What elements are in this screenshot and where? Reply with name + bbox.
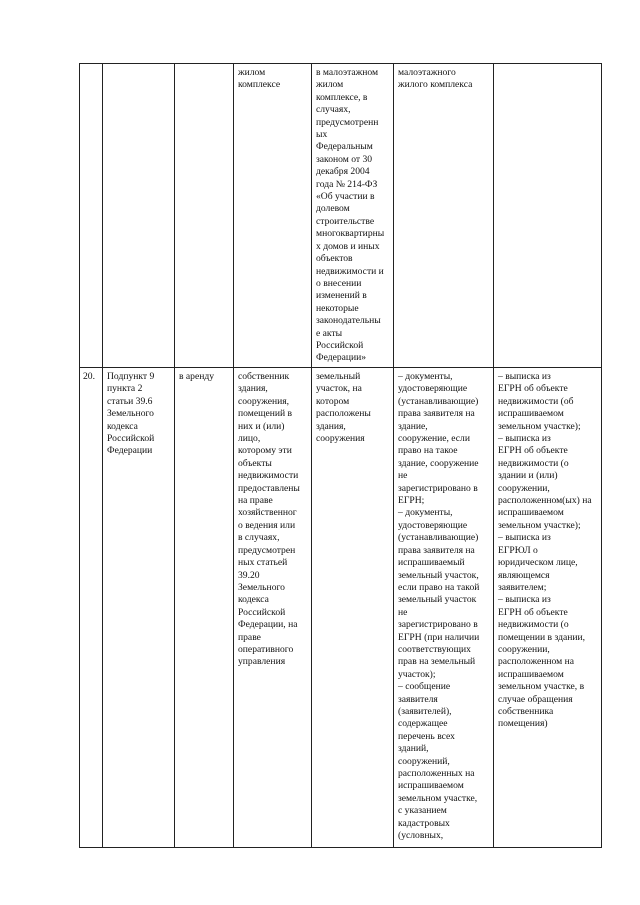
land-plot-cell: земельный участок, на котором расположены здания, сооружения (312, 368, 394, 848)
table-row (80, 64, 602, 368)
applicant-documents-cell: малоэтажного жилого комплекса (394, 64, 494, 368)
legal-basis-cell: Подпункт 9 пункта 2 статьи 39.6 Земельного кодекса Российской Федерации (103, 368, 175, 848)
row-number-cell: 20. (80, 368, 103, 848)
table-row (80, 368, 602, 848)
applicant-cell: жилом комплексе (234, 64, 312, 368)
applicant-documents-cell: – документы, удостоверяющие (устанавливающие) права заявителя на здание, сооружение, если право на такое здание, сооружение не зарегистрировано в ЕГРН; – документы, удостоверяющие (устанавливающие) права заявителя на испрашиваемый земельный участок, если право на такой земельный участок не зарегистрировано в ЕГРН (при наличии соответствующих прав на земельный участок); – сообщение заявителя (заявителей), содержащее перечень всех зданий, сооружений, расположенных на испрашиваемом земельном участке, с указанием кадастровых (условных, (394, 368, 494, 848)
land-plot-cell: в малоэтажном жилом комплексе, в случаях, предусмотренн ых Федеральным законом от 30 декабря 2004 года № 214-ФЗ «Об участии в долевом строительстве многоквартирны х домов и иных объектов недвижимости и о внесении изменений в некоторые законодательны е акты Российской Федерации» (312, 64, 394, 368)
right-type-cell (175, 64, 234, 368)
legal-basis-cell (103, 64, 175, 368)
right-type-cell: в аренду (175, 368, 234, 848)
applicant-cell: собственник здания, сооружения, помещений в них и (или) лицо, которому эти объекты недвижимости предоставлены на праве хозяйственног о ведения или в случаях, предусмотрен ных статьей 39.20 Земельного кодекса Российской Федерации, на праве оперативного управления (234, 368, 312, 848)
requested-documents-cell: – выписка из ЕГРН об объекте недвижимости (об испрашиваемом земельном участке); – выписка из ЕГРН об объекте недвижимости (о здании и (или) сооружении, расположенном(ых) на испрашиваемом земельном участке); – выписка из ЕГРЮЛ о юридическом лице, являющемся заявителем; – выписка из ЕГРН об объекте недвижимости (о помещении в здании, сооружении, расположенном на испрашиваемом земельном участке, в случае обращения собственника помещения) (494, 368, 602, 848)
requirements-table (79, 63, 602, 848)
requested-documents-cell (494, 64, 602, 368)
row-number-cell (80, 64, 103, 368)
